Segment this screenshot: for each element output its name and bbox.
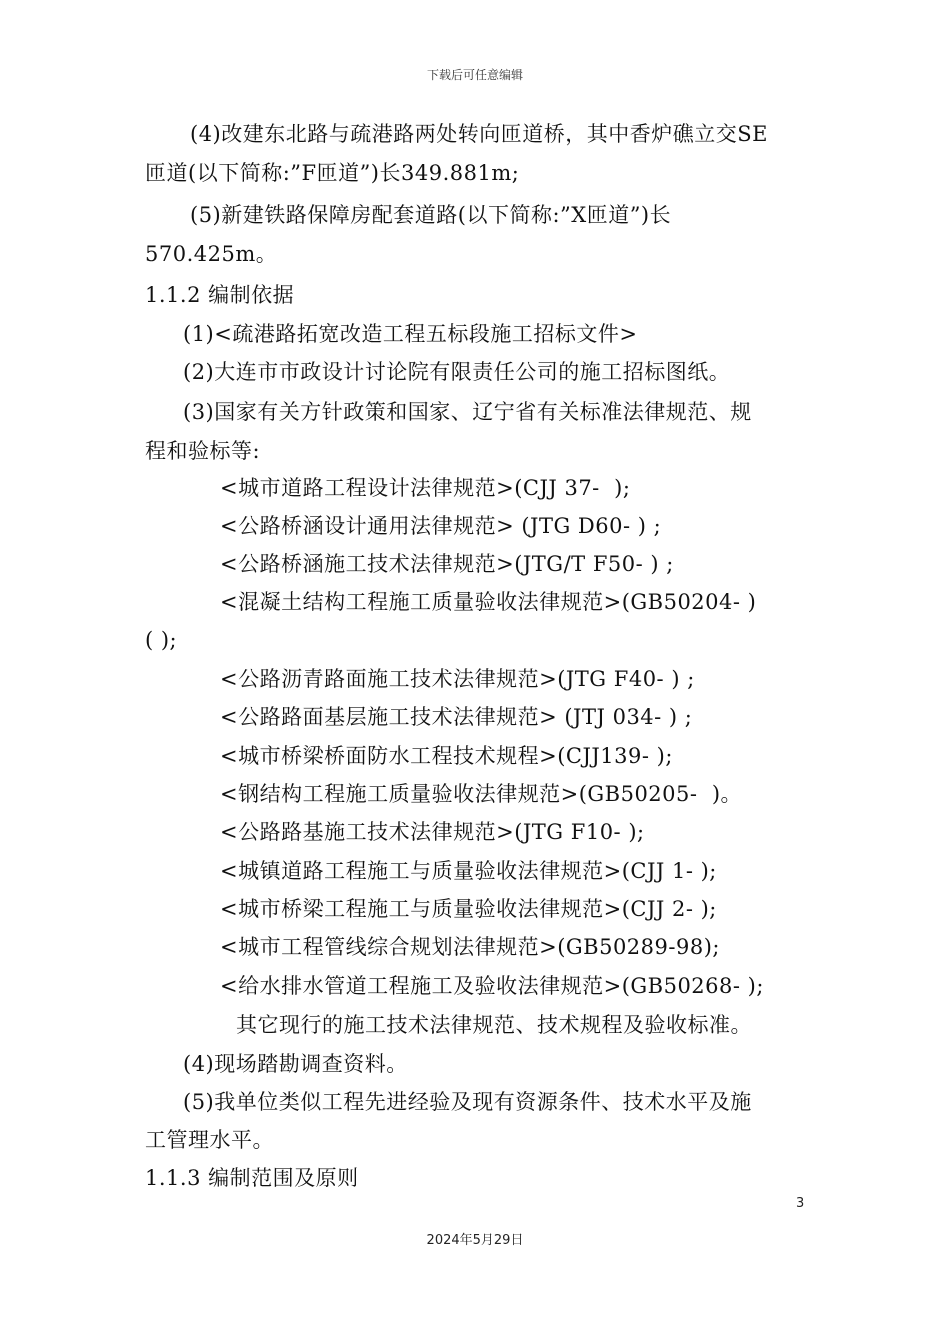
text-line: (1)<疏港路拓宽改造工程五标段施工招标文件> <box>183 322 638 346</box>
standard-item: <公路路面基层施工技术法律规范> (JTJ 034- ) ; <box>220 705 693 729</box>
standard-item: <城市桥梁桥面防水工程技术规程>(CJJ139- ); <box>220 744 673 768</box>
text-line: 工管理水平。 <box>145 1128 274 1152</box>
standard-item: <公路沥青路面施工技术法律规范>(JTG F40- ) ; <box>220 667 695 691</box>
text-line: 570.425m。 <box>145 242 278 266</box>
standard-item: <城市工程管线综合规划法律规范>(GB50289-98); <box>220 935 720 959</box>
page-number: 3 <box>796 1196 805 1211</box>
section-heading: 1.1.2 编制依据 <box>145 283 295 307</box>
standard-item: <公路桥涵施工技术法律规范>(JTG/T F50- ) ; <box>220 552 674 576</box>
text-line: (4)现场踏勘调查资料。 <box>183 1052 408 1076</box>
page-header: 下载后可任意编辑 <box>426 68 523 82</box>
text-line: (5)我单位类似工程先进经验及现有资源条件、技术水平及施 <box>183 1090 752 1114</box>
text-line: 匝道(以下简称:”F匝道”)长349.881m; <box>145 161 520 185</box>
standard-item: <公路路基施工技术法律规范>(JTG F10- ); <box>220 820 645 844</box>
standard-item: <城市桥梁工程施工与质量验收法律规范>(CJJ 2- ); <box>220 897 717 921</box>
standard-item: <给水排水管道工程施工及验收法律规范>(GB50268- ); <box>220 974 764 998</box>
standard-item: <城市道路工程设计法律规范>(CJJ 37- ); <box>220 476 631 500</box>
standard-item: <城镇道路工程施工与质量验收法律规范>(CJJ 1- ); <box>220 859 717 883</box>
text-line: 程和验标等: <box>145 439 261 463</box>
standard-item: <公路桥涵设计通用法律规范> (JTG D60- ) ; <box>220 514 662 538</box>
standard-item: <混凝土结构工程施工质量验收法律规范>(GB50204- ) <box>220 590 757 614</box>
text-line: (5)新建铁路保障房配套道路(以下简称:”X匝道”)长 <box>190 203 672 227</box>
footer-date: 2024年5月29日 <box>426 1233 524 1248</box>
text-line: (4)改建东北路与疏港路两处转向匝道桥，其中香炉礁立交SE <box>190 122 768 146</box>
text-line: (3)国家有关方针政策和国家、辽宁省有关标准法律规范、规 <box>183 400 752 424</box>
text-line: (2)大连市市政设计讨论院有限责任公司的施工招标图纸。 <box>183 360 731 384</box>
standard-item: <钢结构工程施工质量验收法律规范>(GB50205- )。 <box>220 782 743 806</box>
text-line: ( ); <box>145 628 178 652</box>
text-line: 其它现行的施工技术法律规范、技术规程及验收标准。 <box>236 1013 752 1037</box>
section-heading: 1.1.3 编制范围及原则 <box>145 1166 359 1190</box>
